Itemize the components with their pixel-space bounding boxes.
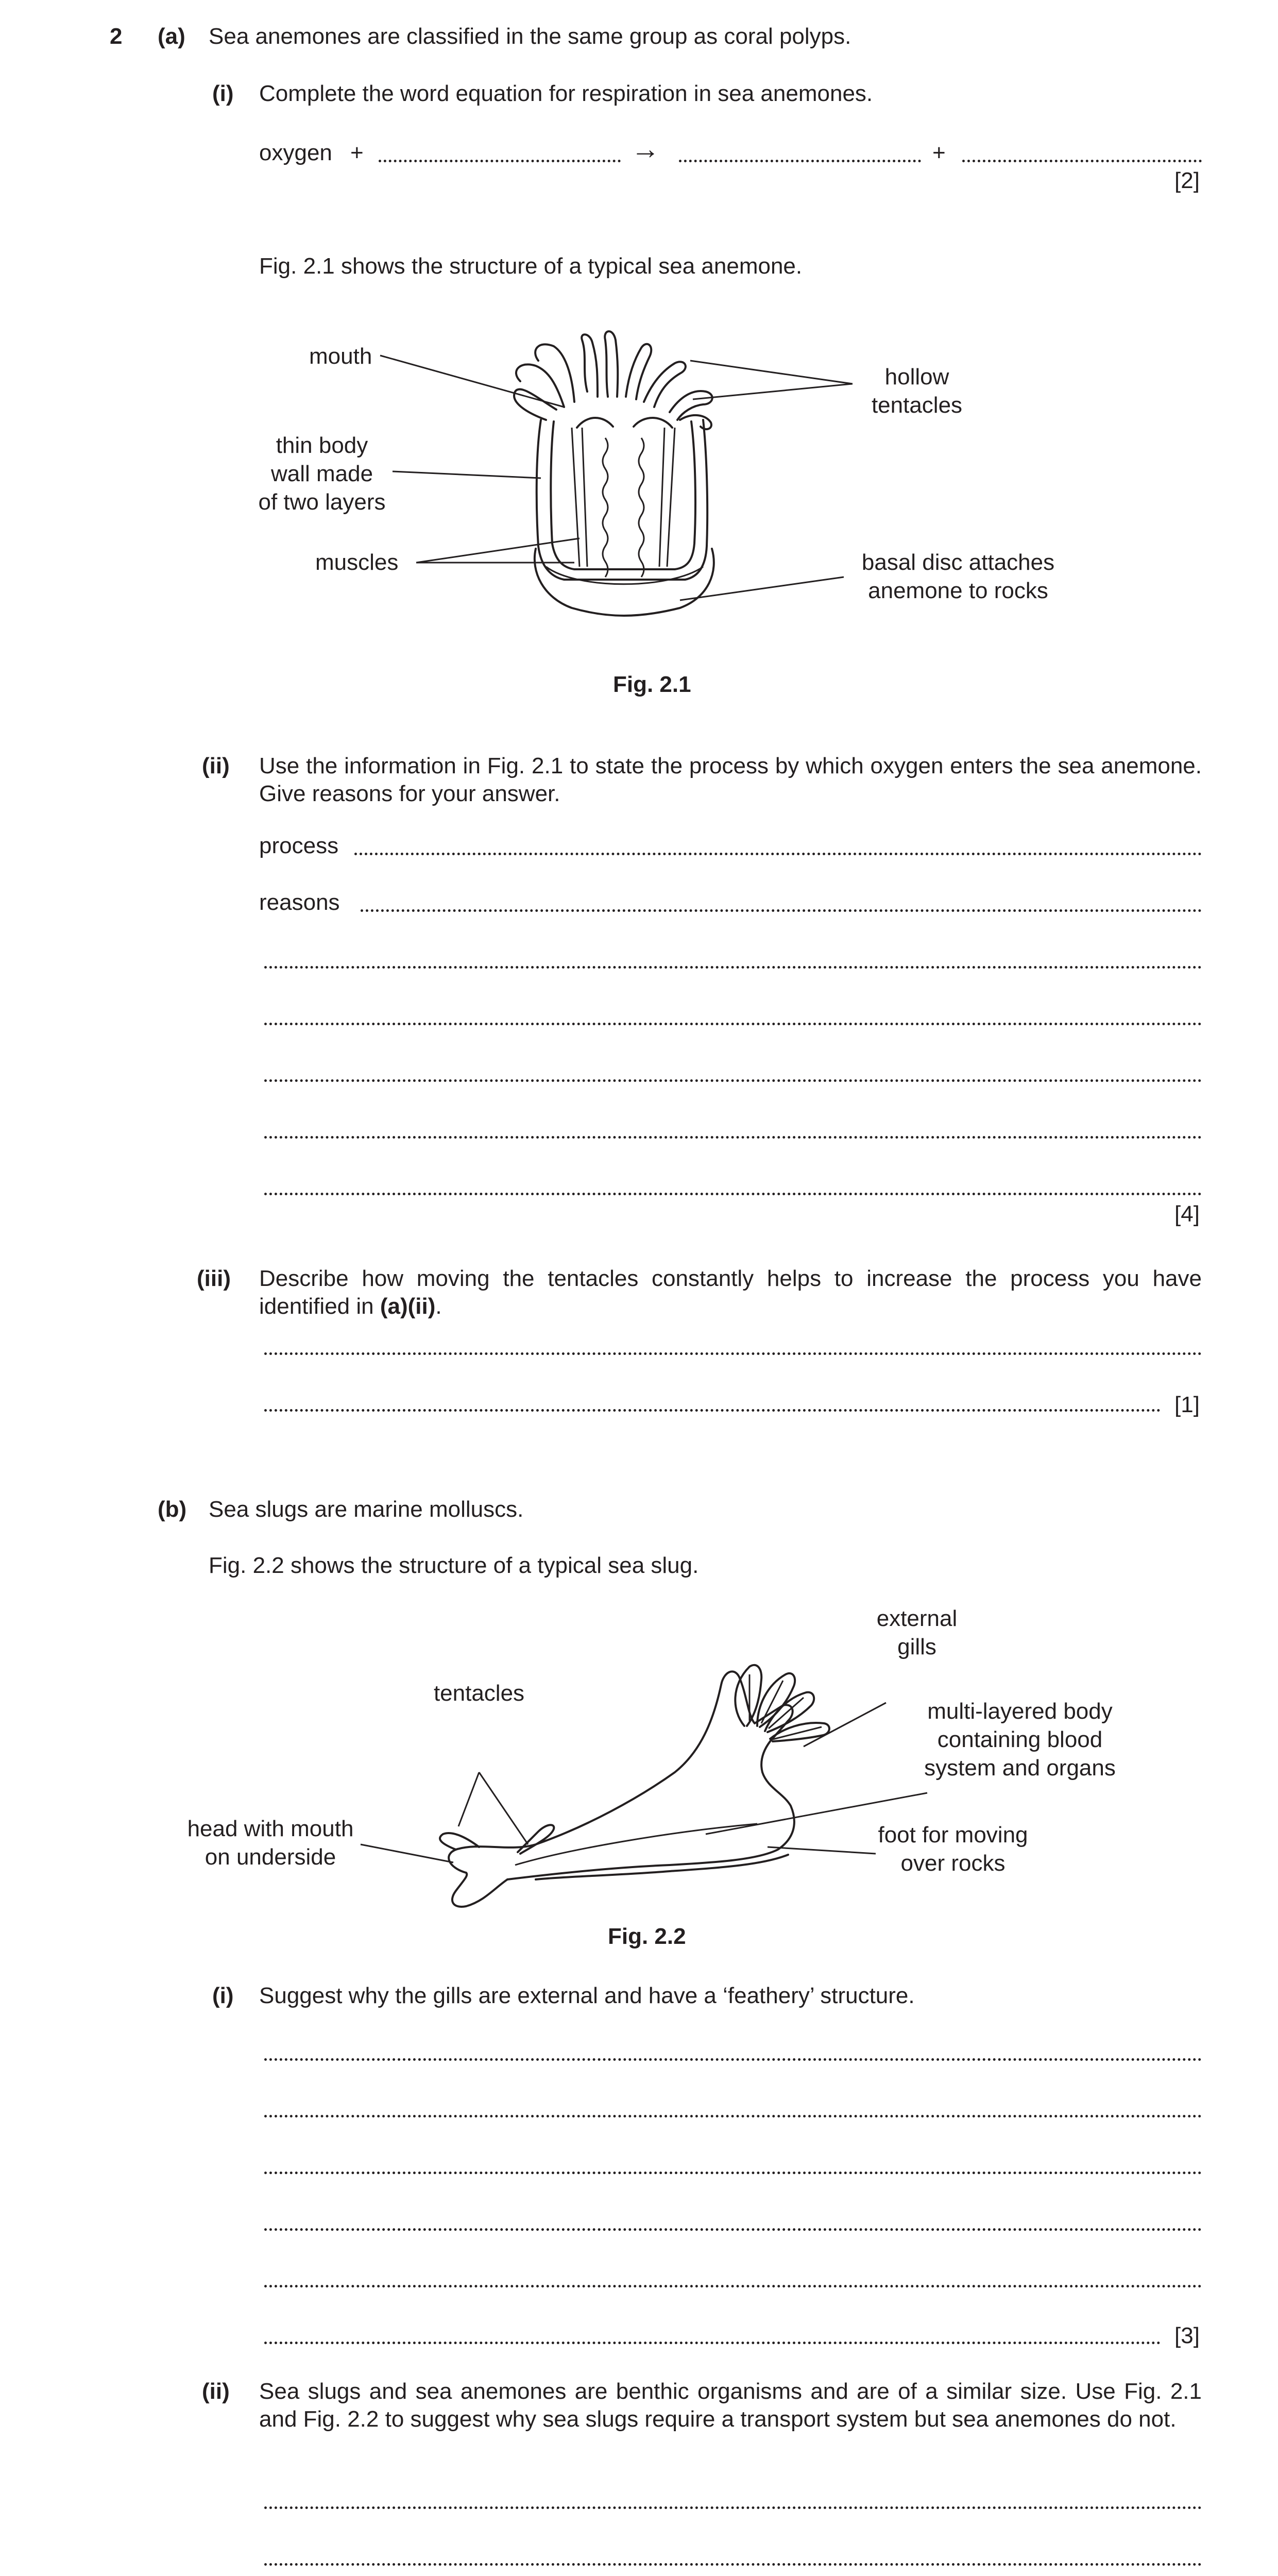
question-number: 2 [110, 24, 123, 49]
fig21-label-wall-1: thin body [276, 433, 368, 458]
b-i-answer-line-1[interactable] [264, 2058, 1202, 2061]
fig21-label-basal-2: anemone to rocks [868, 578, 1048, 603]
process-label: process [259, 833, 339, 858]
marks-b-i: [3] [1174, 2323, 1200, 2348]
fig21-label-wall-2: wall made [270, 461, 373, 486]
subpart-b-ii-label: (ii) [202, 2379, 230, 2404]
subpart-iii-question-text: Describe how moving the tentacles constantly helps to increase the process you have identified in [259, 1266, 1202, 1319]
subpart-ii-label: (ii) [202, 753, 230, 778]
fig22-caption: Fig. 2.2 [608, 1924, 686, 1949]
b-i-answer-line-6[interactable] [264, 2342, 1161, 2344]
subpart-i-label: (i) [212, 81, 234, 106]
b-i-answer-line-4[interactable] [264, 2228, 1202, 2231]
fig22-label-head-1: head with mouth [187, 1816, 354, 1841]
fig22-label-body-1: multi-layered body [927, 1699, 1113, 1724]
fig22-label-gills-1: external [876, 1606, 958, 1631]
b-ii-answer-line-2[interactable] [264, 2563, 1202, 2566]
fig21-caption: Fig. 2.1 [613, 672, 691, 697]
b-i-answer-line-2[interactable] [264, 2115, 1202, 2117]
b-ii-answer-line-1[interactable] [264, 2506, 1202, 2509]
marks-a-i: [2] [1174, 168, 1200, 193]
marks-a-ii: [4] [1174, 1201, 1200, 1227]
fig21-label-hollow: hollow [884, 364, 949, 389]
reasons-label: reasons [259, 890, 340, 915]
subpart-b-ii-question: Sea slugs and sea anemones are benthic organisms and are of a similar size. Use Fig. 2.1 and Fig. 2.2 to suggest why sea slugs require a transport system but sea anemones do not. [259, 2379, 1202, 2432]
reasons-answer-line-3[interactable] [264, 1023, 1202, 1025]
marks-a-iii: [1] [1174, 1392, 1200, 1417]
subpart-iii-question-ref: (a)(ii) [380, 1294, 436, 1319]
subpart-b-i-question: Suggest why the gills are external and have a ‘feathery’ structure. [259, 1983, 915, 2008]
fig21-label-tentacles: tentacles [871, 393, 963, 418]
part-b-label: (b) [158, 1497, 187, 1522]
process-answer-line[interactable] [354, 853, 1202, 855]
part-a-label: (a) [158, 24, 185, 49]
b-i-answer-line-5[interactable] [264, 2285, 1202, 2287]
b-i-answer-line-3[interactable] [264, 2172, 1202, 2174]
fig22-label-head-2: on underside [205, 1844, 336, 1870]
equation-plus-2: + [932, 140, 946, 165]
subpart-b-i-label: (i) [212, 1983, 234, 2008]
equation-oxygen: oxygen [259, 140, 332, 165]
fig21-label-mouth: mouth [309, 344, 372, 369]
fig22-label-foot-1: foot for moving [878, 1822, 1028, 1848]
fig21-label-wall-3: of two layers [258, 489, 386, 515]
fig22-intro: Fig. 2.2 shows the structure of a typical sea slug. [209, 1553, 699, 1578]
equation-plus-1: + [350, 140, 364, 165]
reasons-answer-line-4[interactable] [264, 1079, 1202, 1082]
fig22-label-body-3: system and organs [924, 1755, 1116, 1781]
reasons-answer-line-2[interactable] [264, 966, 1202, 969]
subpart-ii-question: Use the information in Fig. 2.1 to state the process by which oxygen enters the sea anemone. Give reasons for your answer. [259, 753, 1202, 806]
iii-answer-line-1[interactable] [264, 1352, 1202, 1355]
subpart-iii-question-end: . [435, 1294, 442, 1319]
fig22-label-tentacles: tentacles [433, 1681, 525, 1706]
subpart-i-question: Complete the word equation for respiration in sea anemones. [259, 81, 873, 106]
sea-anemone-drawing [380, 331, 853, 616]
subpart-iii-question [259, 1265, 1202, 1320]
iii-answer-line-2[interactable] [264, 1409, 1161, 1412]
fig21-label-muscles: muscles [315, 550, 399, 575]
fig21-intro: Fig. 2.1 shows the structure of a typical sea anemone. [259, 253, 803, 279]
reasons-answer-line-1[interactable] [361, 909, 1202, 912]
reasons-answer-line-6[interactable] [264, 1193, 1202, 1195]
fig22-label-body-2: containing blood [937, 1727, 1103, 1752]
part-b-stem: Sea slugs are marine molluscs. [209, 1497, 524, 1522]
fig22-label-foot-2: over rocks [900, 1851, 1006, 1876]
reasons-answer-line-5[interactable] [264, 1136, 1202, 1139]
part-a-stem: Sea anemones are classified in the same group as coral polyps. [209, 24, 851, 49]
fig22-label-gills-2: gills [897, 1634, 936, 1659]
equation-arrow: → [631, 132, 660, 165]
subpart-iii-label: (iii) [197, 1266, 231, 1291]
fig21-label-basal-1: basal disc attaches [861, 550, 1055, 575]
